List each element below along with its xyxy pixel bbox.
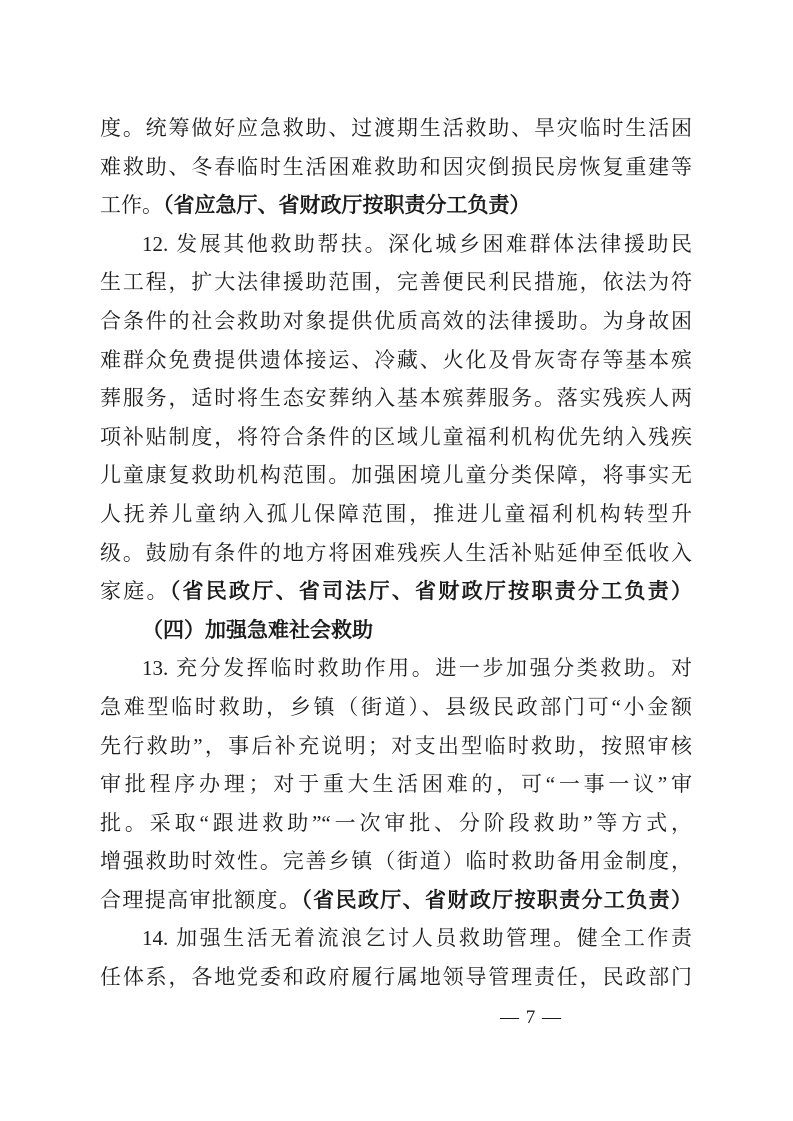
- text-line: [100, 958, 692, 997]
- text-line: [100, 186, 692, 225]
- text-line: [100, 418, 692, 457]
- text-line: [100, 842, 692, 881]
- text-line: [100, 302, 692, 341]
- text-segment: 急难型临时救助，乡镇（街道）、县级民政部门可“小金额: [100, 694, 692, 719]
- text-segment: 12. 发展其他救助帮扶。深化城乡困难群体法律援助民: [142, 231, 692, 256]
- text-segment: 项补贴制度，将符合条件的区域儿童福利机构优先纳入残疾: [100, 424, 692, 449]
- text-line: [100, 341, 692, 380]
- text-line-item-14: [100, 919, 692, 958]
- text-line: [100, 379, 692, 418]
- text-segment: 合理提高审批额度。: [100, 887, 302, 912]
- section-heading: [100, 611, 692, 650]
- heading-text: （四）加强急难社会救助: [142, 617, 373, 642]
- text-line: [100, 456, 692, 495]
- text-segment: 级。鼓励有条件的地方将困难残疾人生活补贴延伸至低收入: [100, 540, 692, 565]
- text-segment: 葬服务，适时将生态安葬纳入基本殡葬服务。落实残疾人两: [100, 386, 692, 411]
- text-segment: 增强救助时效性。完善乡镇（街道）临时救助备用金制度，: [100, 849, 692, 874]
- attribution-text: （省民政厅、省财政厅按职责分工负责）: [301, 887, 692, 912]
- document-body: [100, 109, 692, 997]
- page-number: — 7 —: [500, 1006, 562, 1028]
- text-line-item-12: [100, 225, 692, 264]
- text-line: [100, 804, 692, 843]
- text-segment: 审批程序办理；对于重大生活困难的，可“一事一议”审: [100, 772, 692, 797]
- text-line: [100, 727, 692, 766]
- text-segment: 家庭。: [100, 579, 170, 604]
- text-segment: 13. 充分发挥临时救助作用。进一步加强分类救助。对: [142, 656, 692, 681]
- text-line: [100, 534, 692, 573]
- text-line: [100, 572, 692, 611]
- text-segment: 工作。: [100, 193, 163, 218]
- text-segment: 儿童康复救助机构范围。加强困境儿童分类保障，将事实无: [100, 463, 692, 488]
- attribution-text: （省应急厅、省财政厅按职责分工负责）: [163, 193, 531, 218]
- text-segment: 人抚养儿童纳入孤儿保障范围，推进儿童福利机构转型升: [100, 501, 692, 526]
- text-segment: 难群众免费提供遗体接运、冷藏、火化及骨灰寄存等基本殡: [100, 347, 692, 372]
- text-segment: 度。统筹做好应急救助、过渡期生活救助、旱灾临时生活困: [100, 116, 692, 140]
- text-segment: 合条件的社会救助对象提供优质高效的法律援助。为身故困: [100, 308, 692, 333]
- text-line: [100, 881, 692, 920]
- text-line: [100, 765, 692, 804]
- text-line: [100, 109, 692, 148]
- text-segment: 任体系，各地党委和政府履行属地领导管理责任，民政部门: [100, 965, 692, 990]
- attribution-text: （省民政厅、省司法厅、省财政厅按职责分工负责）: [169, 579, 692, 604]
- text-line: [100, 263, 692, 302]
- text-segment: 难救助、冬春临时生活困难救助和因灾倒损民房恢复重建等: [100, 154, 692, 179]
- text-segment: 先行救助”，事后补充说明；对支出型临时救助，按照审核: [100, 733, 692, 758]
- text-line: [100, 688, 692, 727]
- text-line: [100, 148, 692, 187]
- text-line: [100, 495, 692, 534]
- text-segment: 批。采取“跟进救助”“一次审批、分阶段救助”等方式，: [100, 810, 692, 835]
- text-segment: 14. 加强生活无着流浪乞讨人员救助管理。健全工作责: [142, 926, 692, 951]
- text-line-item-13: [100, 649, 692, 688]
- text-segment: 生工程，扩大法律援助范围，完善便民利民措施，依法为符: [100, 270, 692, 295]
